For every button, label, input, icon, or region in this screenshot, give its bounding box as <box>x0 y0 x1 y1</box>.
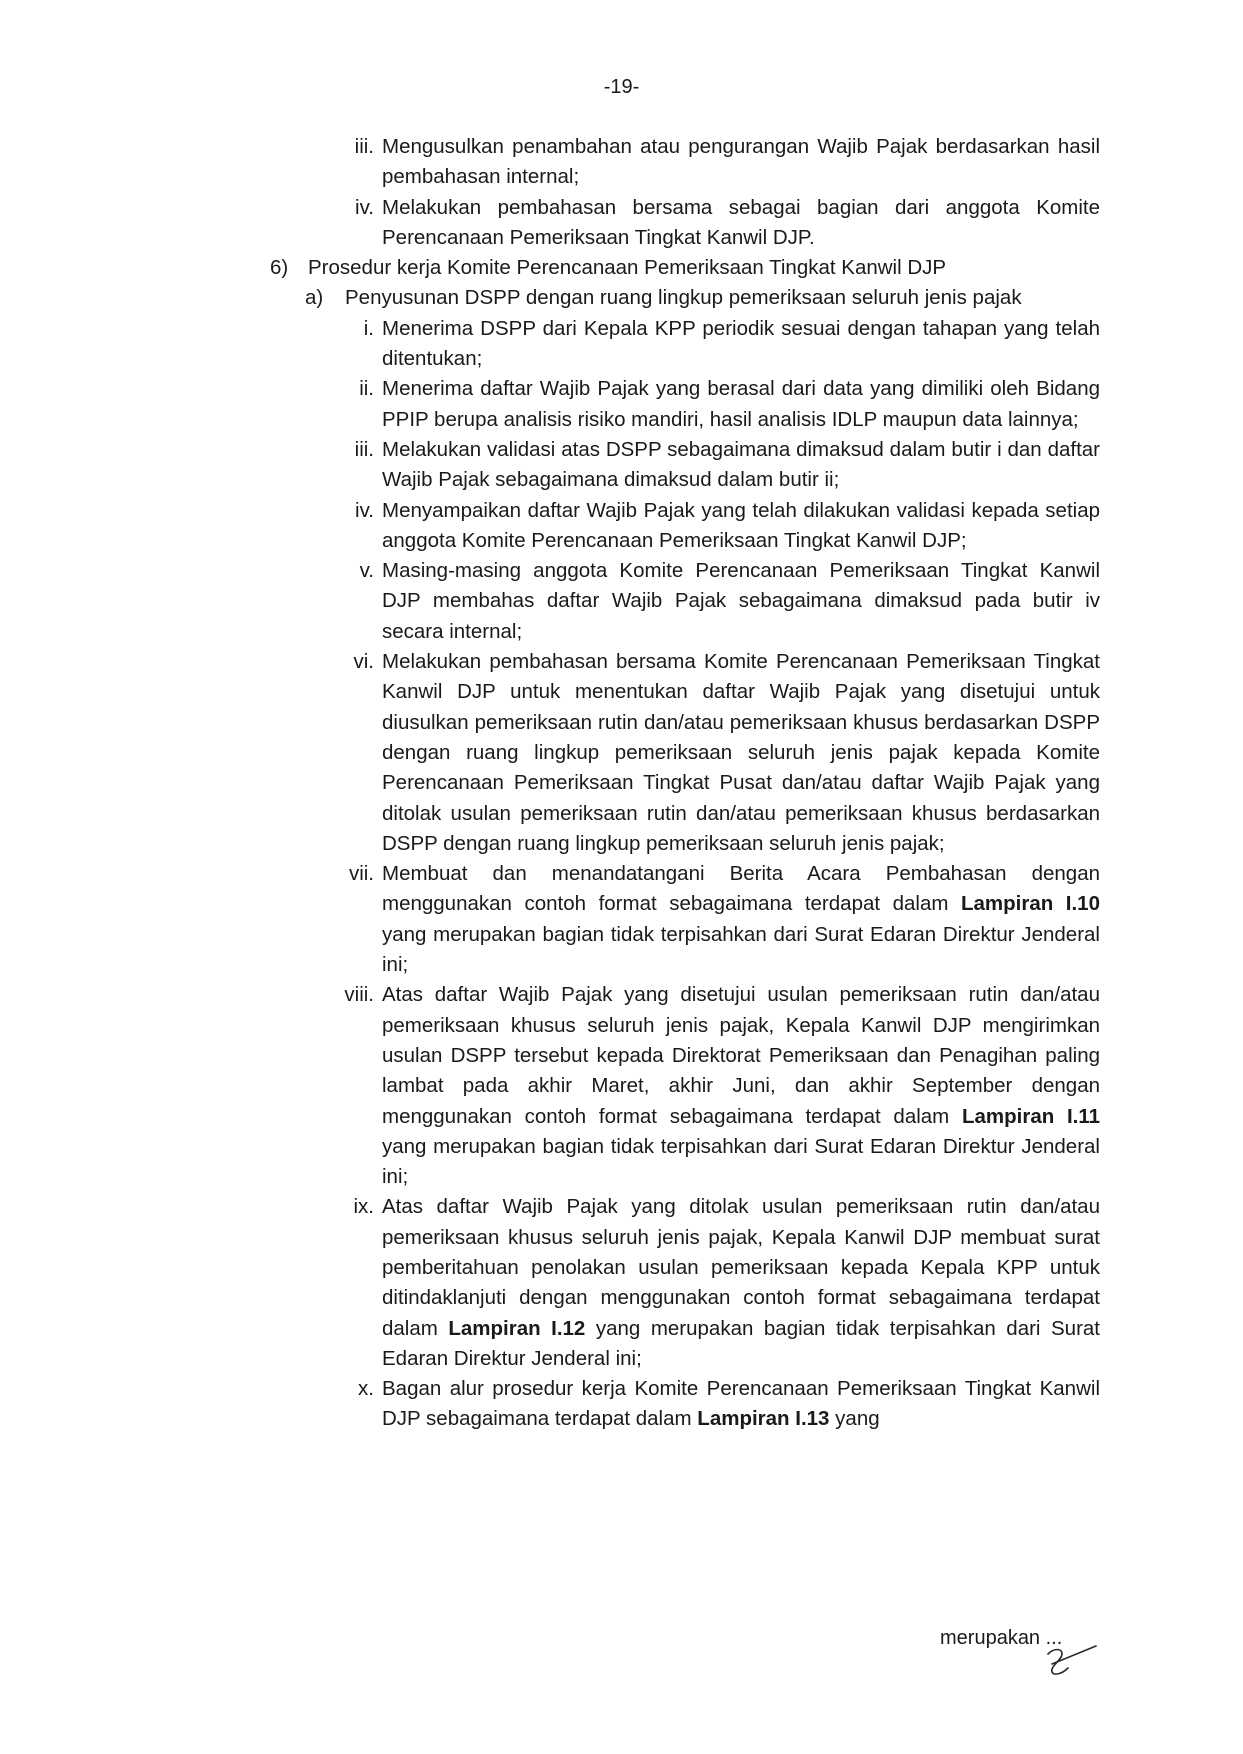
lampiran-reference: Lampiran I.11 <box>961 1104 1101 1128</box>
text-segment: Atas daftar Wajib Pajak yang disetujui usulan pemeriksaan rutin dan/atau pemeriksaan khusus seluruh jenis pajak, Kepala Kanwil DJP mengirimkan usulan DSPP tersebut kepada Direktorat Pemeriksaan dan Penagihan paling lambat pada akhir Maret, akhir Juni, dan akhir September dengan menggunakan contoh format sebagaimana terdapat dalam <box>382 983 1100 1128</box>
list-item-text <box>382 862 1100 976</box>
list-marker: vii. <box>348 862 374 886</box>
text-segment: yang <box>829 1407 880 1431</box>
list-marker: iii. <box>354 437 374 461</box>
list-item-iii-prev <box>354 132 1100 193</box>
list-item-vii <box>348 859 1100 980</box>
lampiran-reference: Lampiran I.13 <box>697 1407 830 1431</box>
list-item-text: Penyusunan DSPP dengan ruang lingkup pemeriksaan seluruh jenis pajak <box>345 286 1022 310</box>
list-item-text: Prosedur kerja Komite Perencanaan Pemeriksaan Tingkat Kanwil DJP <box>308 256 947 280</box>
list-item-text: Mengusulkan penambahan atau pengurangan Wajib Pajak berdasarkan hasil pembahasan internal; <box>382 135 1100 189</box>
list-item-text: Melakukan validasi atas DSPP sebagaimana dimaksud dalam butir i dan daftar Wajib Pajak sebagaimana dimaksud dalam butir ii; <box>382 437 1100 492</box>
list-item-iv <box>355 496 1100 557</box>
document-body <box>0 132 1243 1435</box>
list-item-text: Menyampaikan daftar Wajib Pajak yang telah dilakukan validasi kepada setiap anggota Komite Perencanaan Pemeriksaan Tingkat Kanwil DJP; <box>382 498 1100 552</box>
list-item-ix <box>353 1192 1100 1374</box>
list-marker: iii. <box>354 135 374 158</box>
list-item-viii <box>344 980 1101 1192</box>
text-segment: yang merupakan bagian tidak terpisahkan dari Surat Edaran Direktur Jenderal ini; <box>382 922 1100 977</box>
list-item-text: Melakukan pembahasan bersama sebagai bagian dari anggota Komite Perencanaan Pemeriksaan Tingkat Kanwil DJP. <box>382 195 1100 249</box>
list-item-text <box>382 1377 1100 1430</box>
list-item-vi <box>353 647 1100 859</box>
list-item-text <box>382 983 1100 1188</box>
list-item-v <box>359 556 1100 647</box>
list-marker: ix. <box>353 1195 374 1219</box>
text-segment: Atas daftar Wajib Pajak yang ditolak usulan pemeriksaan rutin dan/atau pemeriksaan khusus seluruh jenis pajak, Kepala Kanwil DJP membuat surat pemberitahuan penolakan usulan pemeriksaan kepada Kepala KPP untuk ditindaklanjuti dengan menggunakan contoh format sebagaimana terdapat dalam <box>382 1195 1100 1340</box>
list-marker: viii. <box>344 983 374 1007</box>
list-marker: iv. <box>355 195 374 219</box>
list-item-iii <box>354 435 1100 496</box>
catchword: merupakan ... <box>940 1627 1063 1649</box>
list-marker: x. <box>358 1377 374 1401</box>
text-segment: yang merupakan bagian tidak terpisahkan dari Surat Edaran Direktur Jenderal ini; <box>382 1316 1100 1370</box>
list-marker: i. <box>363 316 374 340</box>
list-marker: v. <box>359 559 374 583</box>
list-item-ii <box>359 374 1100 435</box>
list-item-i <box>363 314 1100 375</box>
list-item-iv-prev <box>355 193 1100 254</box>
list-item-6 <box>270 253 1100 283</box>
text-segment: yang merupakan bagian tidak terpisahkan dari Surat Edaran Direktur Jenderal ini; <box>382 1134 1100 1189</box>
list-marker: iv. <box>355 498 374 522</box>
list-marker: 6) <box>270 256 289 280</box>
text-segment: Bagan alur prosedur kerja Komite Perencanaan Pemeriksaan Tingkat Kanwil DJP sebagaimana terdapat dalam <box>382 1377 1100 1431</box>
list-item-a <box>305 283 1100 313</box>
list-item-x <box>358 1374 1100 1435</box>
list-item-text: Menerima daftar Wajib Pajak yang berasal dari data yang dimiliki oleh Bidang PPIP berupa analisis risiko mandiri, hasil analisis IDLP maupun data lainnya; <box>382 377 1100 431</box>
list-marker: vi. <box>353 650 374 674</box>
list-item-text: Masing-masing anggota Komite Perencanaan Pemeriksaan Tingkat Kanwil DJP membahas daftar Wajib Pajak sebagaimana dimaksud pada butir iv secara internal; <box>382 559 1100 643</box>
text-segment: Membuat dan menandatangani Berita Acara Pembahasan dengan menggunakan contoh format sebagaimana terdapat dalam <box>382 862 1100 916</box>
lampiran-reference: Lampiran I.12 <box>448 1316 586 1340</box>
list-item-text <box>382 1195 1100 1369</box>
initial-signature <box>1040 1640 1100 1680</box>
list-item-text: Melakukan pembahasan bersama Komite Perencanaan Pemeriksaan Tingkat Kanwil DJP untuk menentukan daftar Wajib Pajak yang disetujui untuk diusulkan pemeriksaan rutin dan/atau pemeriksaan khusus berdasarkan DSPP dengan ruang lingkup pemeriksaan seluruh jenis pajak kepada Komite Perencanaan Pemeriksaan Tingkat Pusat dan/atau daftar Wajib Pajak yang ditolak usulan pemeriksaan rutin dan/atau pemeriksaan khusus berdasarkan DSPP dengan ruang lingkup pemeriksaan seluruh jenis pajak; <box>382 650 1100 855</box>
lampiran-reference: Lampiran I.10 <box>960 892 1100 916</box>
page-number: -19- <box>603 76 640 98</box>
list-marker: ii. <box>359 377 374 401</box>
list-marker: a) <box>305 286 324 310</box>
list-item-text: Menerima DSPP dari Kepala KPP periodik sesuai dengan tahapan yang telah ditentukan; <box>382 316 1100 371</box>
